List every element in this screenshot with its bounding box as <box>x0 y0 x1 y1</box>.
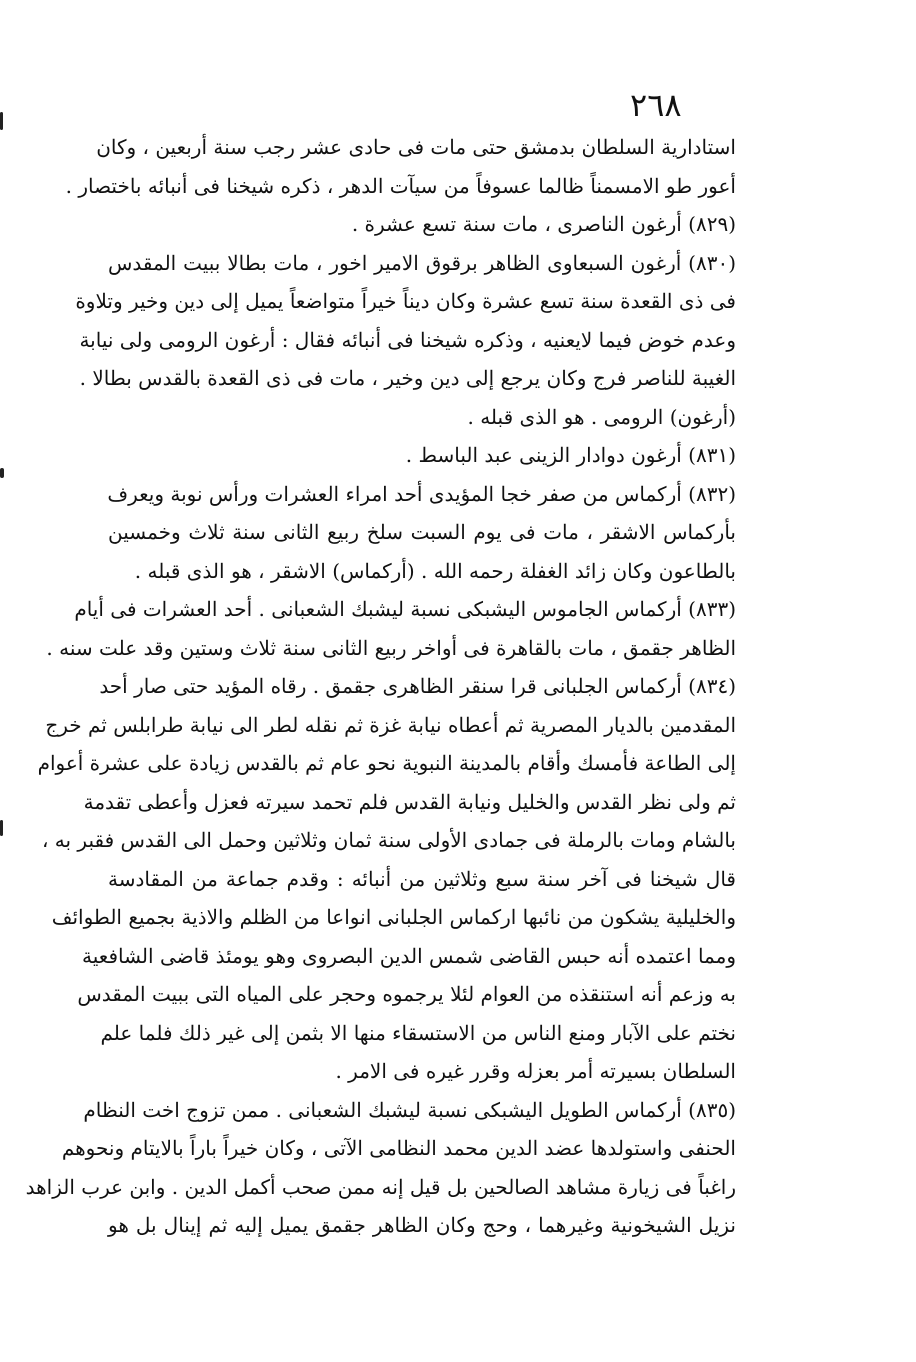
text-body <box>25 128 736 1245</box>
text-line: وعدم خوض فيما لايعنيه ، وذكره شيخنا فى أنبائه فقال : أرغون الرومى ولى نيابة <box>79 327 736 352</box>
margin-mark <box>0 820 3 836</box>
text-line: الحنفى واستولدها عضد الدين محمد النظامى الآتى ، وكان خيراً باراً بالايتام ونحوهم <box>61 1136 736 1160</box>
text-line: نزيل الشيخونية وغيرهما ، وحج وكان الظاهر جقمق يميل إليه ثم إينال بل هو <box>108 1213 736 1237</box>
text-line: (أرغون) الرومى . هو الذى قبله . <box>467 404 736 429</box>
text-line: أعور طو الامسمناً ظالما عسوفاً من سيآت الدهر ، ذكره شيخنا فى أنبائه باختصار . <box>65 173 736 198</box>
margin-mark <box>0 112 3 130</box>
text-line: بأركماس الاشقر ، مات فى يوم السبت سلخ ربيع الثانى سنة ثلاث وخمسين <box>108 520 736 544</box>
text-line: (٨٢٩) أرغون الناصرى ، مات سنة تسع عشرة . <box>351 212 736 236</box>
text-line: (٨٣١) أرغون دوادار الزينى عبد الباسط . <box>405 443 736 467</box>
text-line: المقدمين بالديار المصرية ثم أعطاه نيابة غزة ثم نقله لطر الى نيابة طرابلس ثم خرج <box>45 712 736 737</box>
text-line: (٨٣٠) أرغون السبعاوى الظاهر برقوق الامير اخور ، مات بطالا ببيت المقدس <box>108 250 736 275</box>
text-line: إلى الطاعة فأمسك وأقام بالمدينة النبوية نحو عام ثم بالقدس زيادة على عشرة أعوام <box>37 751 736 775</box>
page-number: ٢٦٨ <box>630 86 682 124</box>
text-line: (٨٣٢) أركماس من صفر خجا المؤيدى أحد امراء العشرات ورأس نوبة ويعرف <box>107 481 736 506</box>
text-line: قال شيخنا فى آخر سنة سبع وثلاثين من أنبائه : وقدم جماعة من المقادسة <box>108 866 736 891</box>
text-line: بالشام ومات بالرملة فى جمادى الأولى سنة ثمان وثلاثين وحمل الى القدس فقبر به ، <box>41 828 736 852</box>
text-line: (٨٣٤) أركماس الجلبانى قرا سنقر الظاهرى جقمق . رقاه المؤيد حتى صار أحد <box>99 674 736 698</box>
text-line: بالطاعون وكان زائد الغفلة رحمه الله . (أركماس) الاشقر ، هو الذى قبله . <box>134 558 736 583</box>
text-line: السلطان بسيرته أمر بعزله وقرر غيره فى الامر . <box>335 1059 736 1083</box>
text-line: فى ذى القعدة سنة تسع عشرة وكان ديناً خيراً متواضعاً يميل إلى دين وخير وتلاوة <box>75 289 736 313</box>
text-line: الغيبة للناصر فرج وكان يرجع إلى دين وخير ، مات فى ذى القعدة بالقدس بطالا . <box>79 366 736 390</box>
text-line: والخليلية يشكون من نائبها اركماس الجلبانى انواعا من الظلم والاذية بجميع الطوائف <box>51 905 736 929</box>
text-line: (٨٣٥) أركماس الطويل اليشبكى نسبة ليشبك الشعبانى . ممن تزوج اخت النظام <box>83 1097 736 1122</box>
text-line: (٨٣٣) أركماس الجاموس اليشبكى نسبة ليشبك الشعبانى . أحد العشرات فى أيام <box>74 597 736 621</box>
text-line: راغباً فى زيارة مشاهد الصالحين بل قيل إنه ممن صحب أكمل الدين . وابن عرب الزاهد <box>25 1174 736 1199</box>
text-line: ومما اعتمده أنه حبس القاضى شمس الدين البصروى وهو يومئذ قاضى الشافعية <box>82 943 736 968</box>
text-line: ثم ولى نظر القدس والخليل ونيابة القدس فلم تحمد سيرته فعزل وأعطى تقدمة <box>83 789 736 814</box>
margin-mark <box>0 468 4 478</box>
text-line: نختم على الآبار ومنع الناس من الاستسقاء منها الا بثمن إلى غير ذلك فلما علم <box>100 1020 736 1045</box>
text-line: به وزعم أنه استنقذه من العوام لئلا يرجموه وحجر على المياه التى ببيت المقدس <box>77 982 736 1006</box>
text-line: استادارية السلطان بدمشق حتى مات فى حادى عشر رجب سنة أربعين ، وكان <box>96 135 736 159</box>
text-line: الظاهر جقمق ، مات بالقاهرة فى أواخر ربيع الثانى سنة ثلاث وستين وقد علت سنه . <box>46 635 736 660</box>
